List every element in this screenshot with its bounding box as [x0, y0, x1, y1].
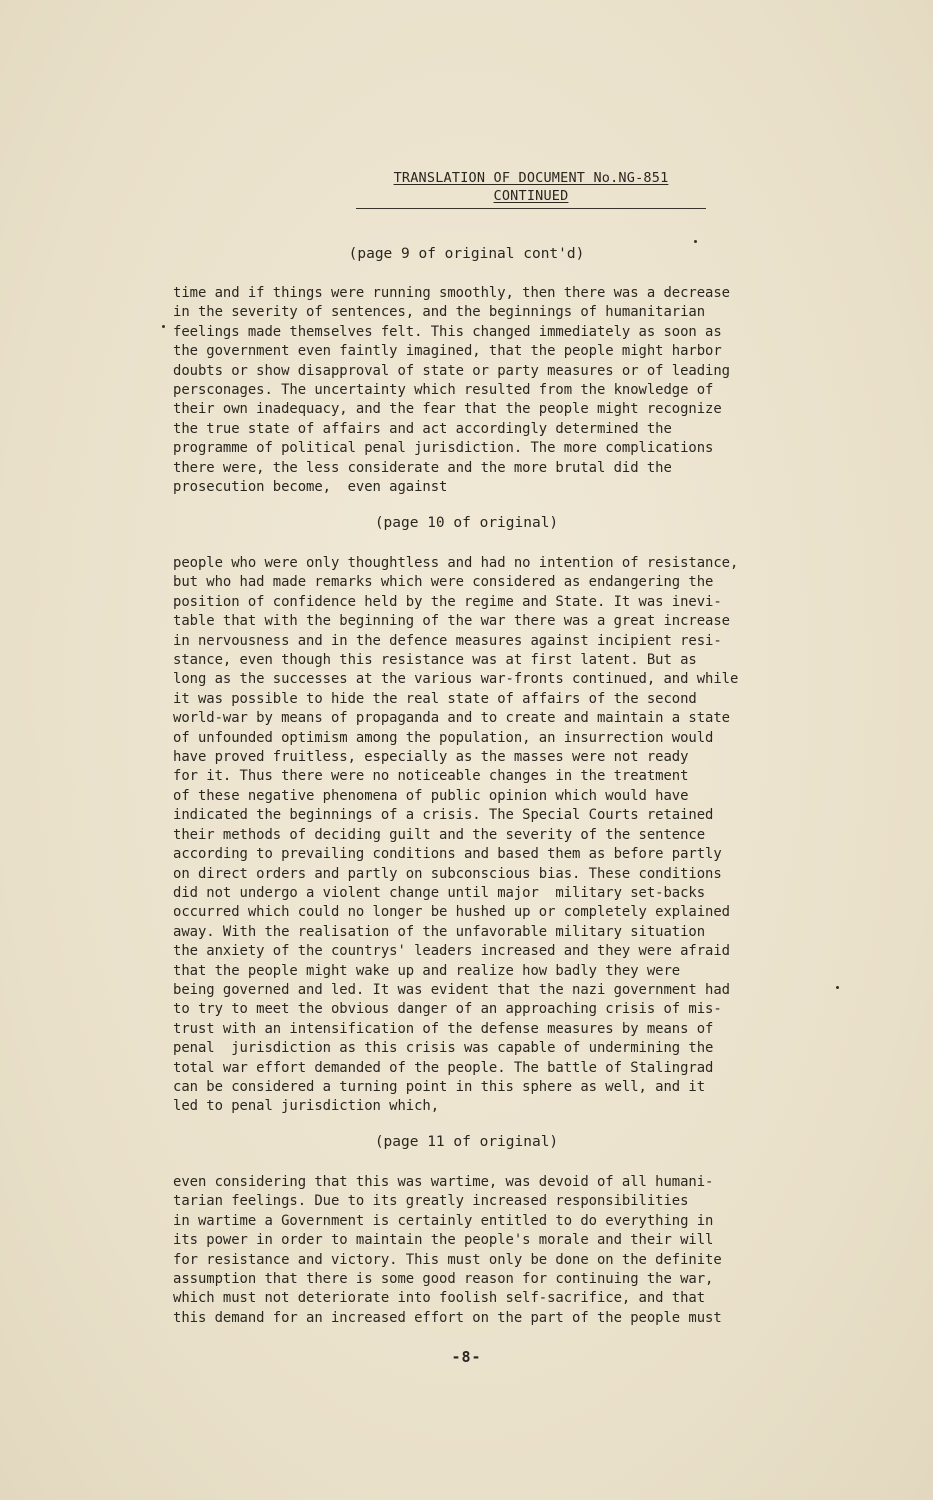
text-line: the true state of affairs and act accordingly determined the	[173, 420, 672, 437]
text-line: there were, the less considerate and the more brutal did the	[173, 459, 672, 476]
document-subtitle: CONTINUED	[493, 188, 569, 204]
text-line: led to penal jurisdiction which,	[173, 1098, 440, 1115]
text-line: for it. Thus there were no noticeable changes in the treatment	[173, 768, 689, 785]
text-line: that the people might wake up and realize how badly they were	[173, 962, 681, 979]
text-line: in the severity of sentences, and the beginnings of humanitarian	[173, 304, 706, 321]
paragraph-page-11	[173, 1173, 833, 1328]
text-line: it was possible to hide the real state of affairs of the second	[173, 690, 697, 707]
text-line: even considering that this was wartime, was devoid of all humani-	[173, 1174, 714, 1190]
paragraph-page-9	[173, 284, 833, 497]
text-line: away. With the realisation of the unfavorable military situation	[173, 923, 706, 940]
text-line: but who had made remarks which were considered as endangering the	[173, 574, 714, 591]
page-number: -8-	[451, 1348, 482, 1366]
text-line: people who were only thoughtless and had no intention of resistance,	[173, 555, 739, 571]
paper-speck	[694, 240, 697, 243]
text-line: indicated the beginnings of a crisis. The Special Courts retained	[173, 807, 714, 824]
page-marker-11: (page 11 of original)	[374, 1134, 559, 1150]
document-title: TRANSLATION OF DOCUMENT No.NG-851	[393, 170, 669, 186]
text-line: world-war by means of propaganda and to create and maintain a state	[173, 710, 730, 727]
text-line: the government even faintly imagined, that the people might harbor	[173, 343, 722, 360]
text-line: table that with the beginning of the war there was a great increase	[173, 613, 730, 630]
text-line: assumption that there is some good reason for continuing the war,	[173, 1271, 714, 1288]
text-line: total war effort demanded of the people. The battle of Stalingrad	[173, 1059, 714, 1076]
page-marker-9: (page 9 of original cont'd)	[348, 246, 585, 262]
text-line: feelings made themselves felt. This changed immediately as soon as	[173, 323, 722, 340]
text-line: did not undergo a violent change until major military set-backs	[173, 884, 706, 901]
text-line: trust with an intensification of the defense measures by means of	[173, 1020, 714, 1037]
text-line: tarian feelings. Due to its greatly increased responsibilities	[173, 1193, 689, 1210]
text-line: prosecution become, even against	[173, 479, 448, 496]
text-line: according to prevailing conditions and based them as before partly	[173, 846, 722, 863]
text-line: persconages. The uncertainty which resulted from the knowledge of	[173, 382, 714, 399]
text-line: of unfounded optimism among the population, an insurrection would	[173, 729, 714, 746]
text-line: doubts or show disapproval of state or party measures or of leading	[173, 362, 730, 379]
text-line: being governed and led. It was evident that the nazi government had	[173, 981, 730, 998]
text-line: long as the successes at the various war-fronts continued, and while	[173, 671, 739, 688]
text-line: which must not deteriorate into foolish self-sacrifice, and that	[173, 1290, 706, 1307]
text-line: have proved fruitless, especially as the masses were not ready	[173, 749, 689, 766]
text-line: its power in order to maintain the people's morale and their will	[173, 1232, 714, 1249]
text-line: in wartime a Government is certainly entitled to do everything in	[173, 1212, 714, 1229]
text-line: time and if things were running smoothly, then there was a decrease	[173, 285, 730, 301]
text-line: this demand for an increased effort on the part of the people must	[173, 1309, 722, 1326]
text-line: on direct orders and partly on subconscious bias. These conditions	[173, 865, 722, 882]
page-marker-10: (page 10 of original)	[374, 515, 559, 531]
text-line: stance, even though this resistance was at first latent. But as	[173, 652, 697, 669]
paper-speck	[162, 325, 165, 328]
paper-speck	[836, 986, 839, 989]
text-line: their methods of deciding guilt and the severity of the sentence	[173, 826, 706, 843]
text-line: to try to meet the obvious danger of an approaching crisis of mis-	[173, 1001, 722, 1018]
paragraph-page-10	[173, 554, 833, 1117]
text-line: position of confidence held by the regime and State. It was inevi-	[173, 593, 722, 610]
text-line: in nervousness and in the defence measures against incipient resi-	[173, 632, 722, 649]
document-header	[356, 169, 706, 209]
text-line: of these negative phenomena of public opinion which would have	[173, 787, 689, 804]
text-line: occurred which could no longer be hushed up or completely explained	[173, 904, 730, 921]
text-line: their own inadequacy, and the fear that the people might recognize	[173, 401, 722, 418]
text-line: the anxiety of the countrys' leaders increased and they were afraid	[173, 943, 730, 960]
text-line: programme of political penal jurisdiction. The more complications	[173, 440, 714, 457]
text-line: can be considered a turning point in this sphere as well, and it	[173, 1078, 706, 1095]
text-line: penal jurisdiction as this crisis was capable of undermining the	[173, 1040, 714, 1057]
header-rule	[356, 208, 706, 209]
text-line: for resistance and victory. This must only be done on the definite	[173, 1251, 722, 1268]
